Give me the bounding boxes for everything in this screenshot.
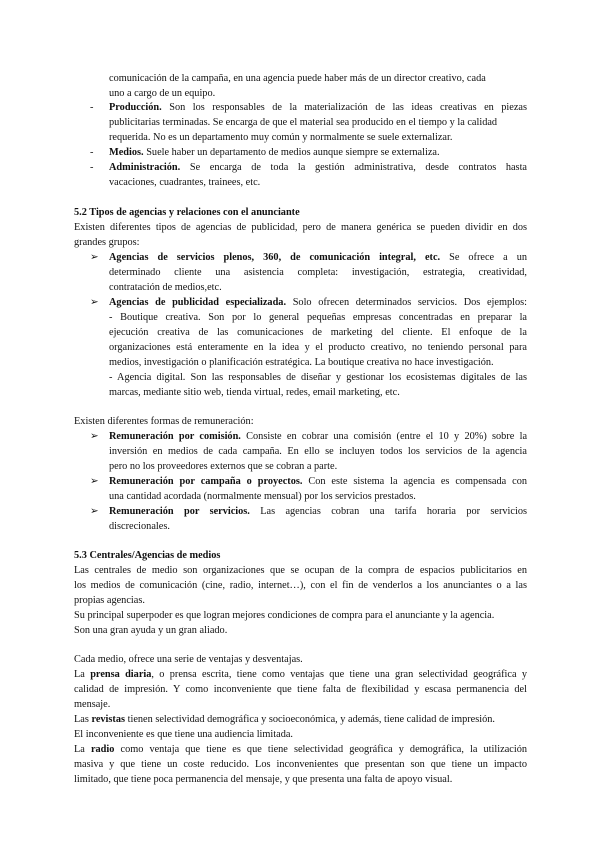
list-item-text: Se ofrece a un [449,252,527,263]
list-item-administracion [109,161,527,174]
term-campana: Remuneración por campaña o proyectos. [109,476,303,487]
list-item-text: - Boutique creativa. Son por lo general pequeñas empresas concentradas en preparar la [109,312,527,323]
arrow-bullet-icon: ➢ [90,505,99,517]
term-servicios: Remuneración por servicios. [109,506,250,517]
term-medios: Medios. [109,147,144,158]
list-item-text: Suele haber un departamento de medios aunque siempre se externaliza. [146,147,440,158]
term-produccion: Producción. [109,102,162,113]
list-item-campana [109,475,527,488]
list-item-text: - Agencia digital. Son las responsables de diseñar y gestionar los ecosistemas digitales de las [109,372,527,383]
paragraph-line: Las centrales de medio son organizaciones que se ocupan de la compra de espacios publicitarios en [74,565,527,576]
paragraph-text: tienen selectividad demográfica y socioeconómica, y además, tiene calidad de impresión. [127,714,495,725]
list-item-text: Con este sistema la agencia es compensada con [308,476,527,487]
list-bullet: - [90,102,94,113]
paragraph-line: Existen diferentes tipos de agencias de publicidad, pero de manera genérica se pueden dividir en dos [74,222,527,233]
continuation-line: comunicación de la campaña, en una agencia puede haber más de un director creativo, cada [109,73,486,84]
list-item-text: inversión en medios de cada campaña. En ello se incluyen todos los servicios de la agencia [109,446,527,457]
paragraph-prensa [74,668,527,681]
term-especializada: Agencias de publicidad especializada. [109,297,287,308]
list-item-text: medios, investigación o planificación estratégica. La boutique creativa no hace investigación. [109,357,494,368]
paragraph-text: Las [74,714,89,725]
term-administracion: Administración. [109,162,181,173]
list-bullet: - [90,147,94,158]
term-servicios-plenos: Agencias de servicios plenos, 360, de comunicación integral, etc. [109,252,441,263]
arrow-bullet-icon: ➢ [90,475,99,487]
term-comision: Remuneración por comisión. [109,431,241,442]
paragraph-text: , o prensa escrita, tiene como ventajas que tiene una gran selectividad geográfica y [151,669,527,680]
paragraph-revistas [74,713,495,726]
list-item-text: discrecionales. [109,521,170,532]
list-item-servicios-plenos [109,251,527,264]
term-radio: radio [90,744,115,755]
list-item-produccion [109,101,527,114]
continuation-line: uno a cargo de un equipo. [109,88,216,99]
list-item-text: Consiste en cobrar una comisión (entre el 10 y 20%) sobre la [246,431,528,442]
paragraph-line: masiva y que tiene un coste reducido. Los inconvenientes que presentan son que tiene un impacto [74,759,527,770]
list-item-especializada [109,296,527,309]
paragraph-line: grandes grupos: [74,237,140,248]
list-item-medios [109,146,440,159]
list-item-text: una cantidad acordada (normalmente mensual) por los servicios prestados. [109,491,416,502]
arrow-bullet-icon: ➢ [90,296,99,308]
list-item-text: requerida. No es un departamento muy común y normalmente se suele externalizar. [109,132,453,143]
paragraph-line: calidad de impresión. Y como inconveniente que tiene falta de flexibilidad y escasa permanencia del [74,684,527,695]
paragraph-text: La [74,744,85,755]
paragraph-line: mensaje. [74,699,111,710]
paragraph-radio [74,743,527,756]
list-item-text: publicitarias terminadas. Se encarga de que el material sea producido en el tiempo y la calidad [109,117,498,128]
paragraph-line: Son una gran ayuda y un gran aliado. [74,625,228,636]
paragraph-line: Cada medio, ofrece una serie de ventajas y desventajas. [74,654,303,665]
list-item-text: ejecución creativa de las comunicaciones de marketing del cliente. El enfoque de la [109,327,527,338]
list-item-text: organizaciones está enteramente en la idea y el producto creativo, no teniendo personal para [109,342,527,353]
paragraph-line: limitado, que tiene poca permanencia del mensaje, y que presenta una falta de apoyo visual. [74,774,453,785]
section-heading-5-2: 5.2 Tipos de agencias y relaciones con el anunciante [74,207,300,218]
paragraph-text: La [74,669,85,680]
paragraph-line: propias agencias. [74,595,145,606]
arrow-bullet-icon: ➢ [90,430,99,442]
paragraph-line: los medios de comunicación (cine, radio, internet…), con el fin de venderlos a los anunciantes o a las [74,580,527,591]
list-item-text: Son los responsables de la materialización de las ideas creativas en piezas [169,102,528,113]
term-revistas: revistas [91,714,126,725]
paragraph-line: Su principal superpoder es que logran mejores condiciones de compra para el anunciante y la agencia. [74,610,495,621]
paragraph-text: como ventaja que tiene es que tiene selectividad geográfica y demográfica, la utilización [120,744,527,755]
list-item-text: marcas, mediante sitio web, tienda virtual, redes, email marketing, etc. [109,387,400,398]
list-item-text: contratación de medios,etc. [109,282,222,293]
list-item-text: Se encarga de toda la gestión administrativa, desde contratos hasta [189,162,527,173]
list-item-text: determinado cliente una asistencia completa: investigación, estrategia, creatividad, [109,267,527,278]
list-item-text: pero no los proveedores externos que se cobran a parte. [109,461,338,472]
arrow-bullet-icon: ➢ [90,251,99,263]
list-item-servicios [109,505,527,518]
list-item-text: Solo ofrecen determinados servicios. Dos ejemplos: [292,297,528,308]
list-item-text: Las agencias cobran una tarifa horaria por servicios [260,506,528,517]
list-item-text: vacaciones, cuadrantes, trainees, etc. [109,177,261,188]
paragraph-line: El inconveniente es que tiene una audiencia limitada. [74,729,294,740]
section-heading-5-3: 5.3 Centrales/Agencias de medios [74,550,221,561]
paragraph-line: Existen diferentes formas de remuneración: [74,416,254,427]
list-bullet: - [90,162,94,173]
term-prensa-diaria: prensa diaria [90,669,152,680]
list-item-comision [109,430,527,443]
